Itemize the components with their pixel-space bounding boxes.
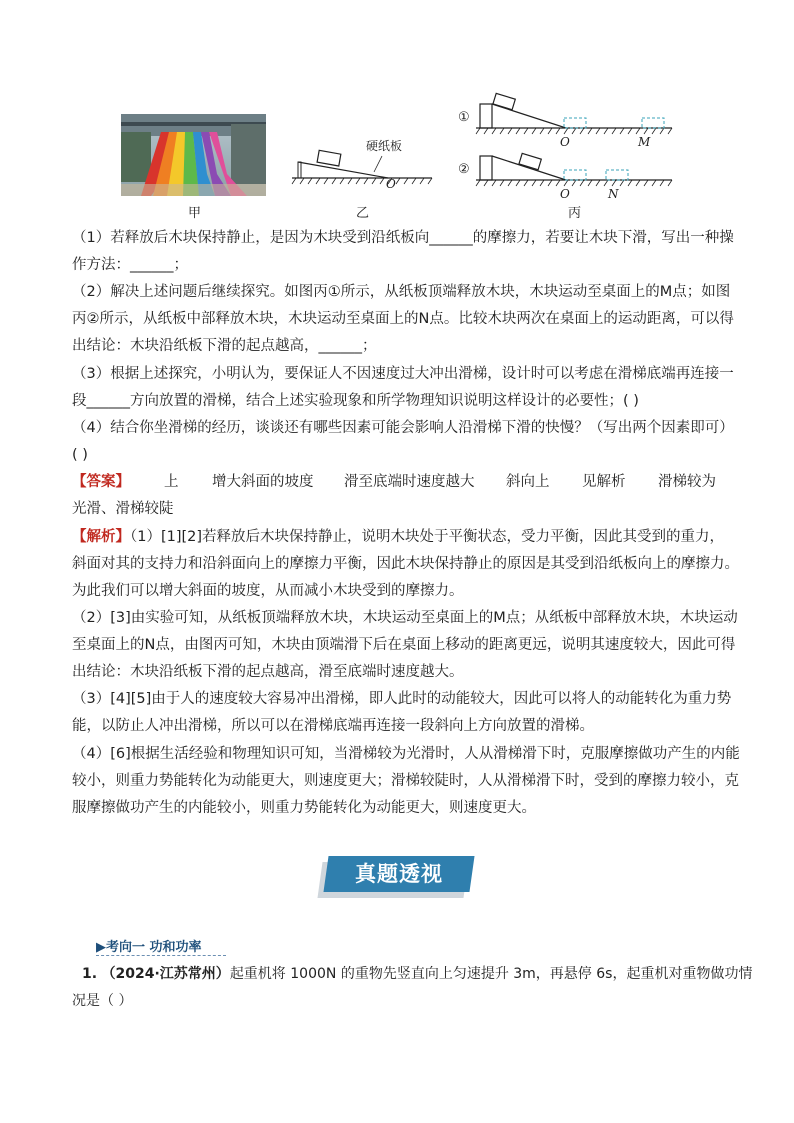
analysis-p4-line3: 服摩擦做功产生的内能较小，则重力势能转化为动能更大，则速度更大。 <box>72 800 536 816</box>
analysis-p4-line2: 较小，则重力势能转化为动能更大，则速度更大；滑梯较陡时，人从滑梯滑下时，受到的摩擦力较小，克 <box>72 773 739 789</box>
q1-line2: 作方法：______； <box>72 257 188 273</box>
analysis-p3-line1: （3）[4][5]由于人的速度较大容易冲出滑梯，即人此时的动能较大，因此可以将人的动能转化为重力势 <box>72 691 732 707</box>
ramp-diagram <box>290 134 435 196</box>
banner-title: 真题透视 <box>355 862 443 886</box>
answer-label: 【答案】 <box>72 474 130 490</box>
q3-line2: 段______方向放置的滑梯，结合上述实验现象和所学物理知识说明这样设计的必要性；( ) <box>72 393 639 409</box>
exp1-point-o: O <box>560 135 570 149</box>
analysis-p1-line1 <box>72 527 725 547</box>
ramp-point-o: O <box>386 177 396 191</box>
analysis-p3-line2: 能，以防止人冲出滑梯，所以可以在滑梯底端再连接一段斜向上方向放置的滑梯。 <box>72 718 594 734</box>
answer-item-5: 见解析 <box>582 474 626 490</box>
analysis-label: 【解析】 <box>72 529 130 545</box>
photo-caption: 甲 <box>188 206 202 221</box>
waterslide-photo <box>121 114 266 196</box>
answer-item-4: 斜向上 <box>506 474 550 490</box>
q4-line2: ( ) <box>72 447 88 463</box>
analysis-p1-line3: 为此我们可以增大斜面的坡度，从而减小木块受到的摩擦力。 <box>72 583 464 599</box>
answer-row <box>72 472 722 492</box>
exp2-index: ② <box>458 162 470 177</box>
answer-item-2: 增大斜面的坡度 <box>212 474 314 490</box>
problem1-number: 1. <box>82 966 98 982</box>
analysis-p1-text: （1）[1][2]若释放后木块保持静止，说明木块处于平衡状态，受力平衡，因此其受到的重力， <box>130 529 725 545</box>
analysis-p2-line3: 出结论：木块沿纸板下滑的起点越高，滑至底端时速度越大。 <box>72 664 464 680</box>
answer-item-1: 上 <box>164 474 179 490</box>
analysis-p2-line1: （2）[3]由实验可知，从纸板顶端释放木块，木块运动至桌面上的M点；从纸板中部释放木块，木块运动 <box>72 610 738 626</box>
q3-line1: （3）根据上述探究，小明认为，要保证人不因速度过大冲出滑梯，设计时可以考虑在滑梯底端再连接一 <box>72 366 734 382</box>
q2-line1: （2）解决上述问题后继续探究。如图丙①所示，从纸板顶端释放木块，木块运动至桌面上的M点；如图 <box>72 284 731 300</box>
exp1-point-m: M <box>638 135 651 149</box>
q2-line3: 出结论：木块沿纸板下滑的起点越高，______； <box>72 338 377 354</box>
exp-caption: 丙 <box>568 206 582 221</box>
exp2-point-o: O <box>560 187 570 201</box>
exp2-point-n: N <box>608 187 619 201</box>
exp1-diagram <box>474 92 674 140</box>
exp2-diagram <box>474 144 674 192</box>
analysis-p1-line2: 斜面对其的支持力和沿斜面向上的摩擦力平衡，因此木块保持静止的原因是其受到沿纸板向上的摩擦力。 <box>72 556 739 572</box>
q1-line1: （1）若释放后木块保持静止，是因为木块受到沿纸板向______的摩擦力，若要让木块下滑，写出一种操 <box>72 230 734 246</box>
exp1-index: ① <box>458 110 470 125</box>
answer-item-3: 滑至底端时速度越大 <box>344 474 475 490</box>
q2-line2: 丙②所示，从纸板中部释放木块，木块运动至桌面上的N点。比较木块两次在桌面上的运动距离，可以得 <box>72 311 734 327</box>
analysis-p4-line1: （4）[6]根据生活经验和物理知识可知，当滑梯较为光滑时，人从滑梯滑下时，克服摩擦做功产生的内能 <box>72 746 740 762</box>
section-underline <box>96 954 226 956</box>
ramp-board-label: 硬纸板 <box>366 139 403 153</box>
answer-item-6: 滑梯较为 <box>658 474 716 490</box>
section-tag: ▶考向一 功和功率 <box>96 940 202 955</box>
problem1-source: （2024·江苏常州） <box>101 966 230 982</box>
problem1-text: 起重机将 1000N 的重物先竖直向上匀速提升 3m，再悬停 6s，起重机对重物做功情 <box>229 966 753 982</box>
answer-line2: 光滑、滑梯较陡 <box>72 501 174 517</box>
ramp-caption: 乙 <box>356 206 370 221</box>
problem1-line2: 况是（ ） <box>72 993 133 1009</box>
q4-line1: （4）结合你坐滑梯的经历，谈谈还有哪些因素可能会影响人沿滑梯下滑的快慢？（写出两个因素即可） <box>72 420 734 436</box>
section-banner <box>318 852 476 896</box>
analysis-p2-line2: 至桌面上的N点，由图丙可知，木块由顶端滑下后在桌面上移动的距离更远，说明其速度较大，因此可得 <box>72 637 736 653</box>
problem1-line1 <box>82 964 753 984</box>
